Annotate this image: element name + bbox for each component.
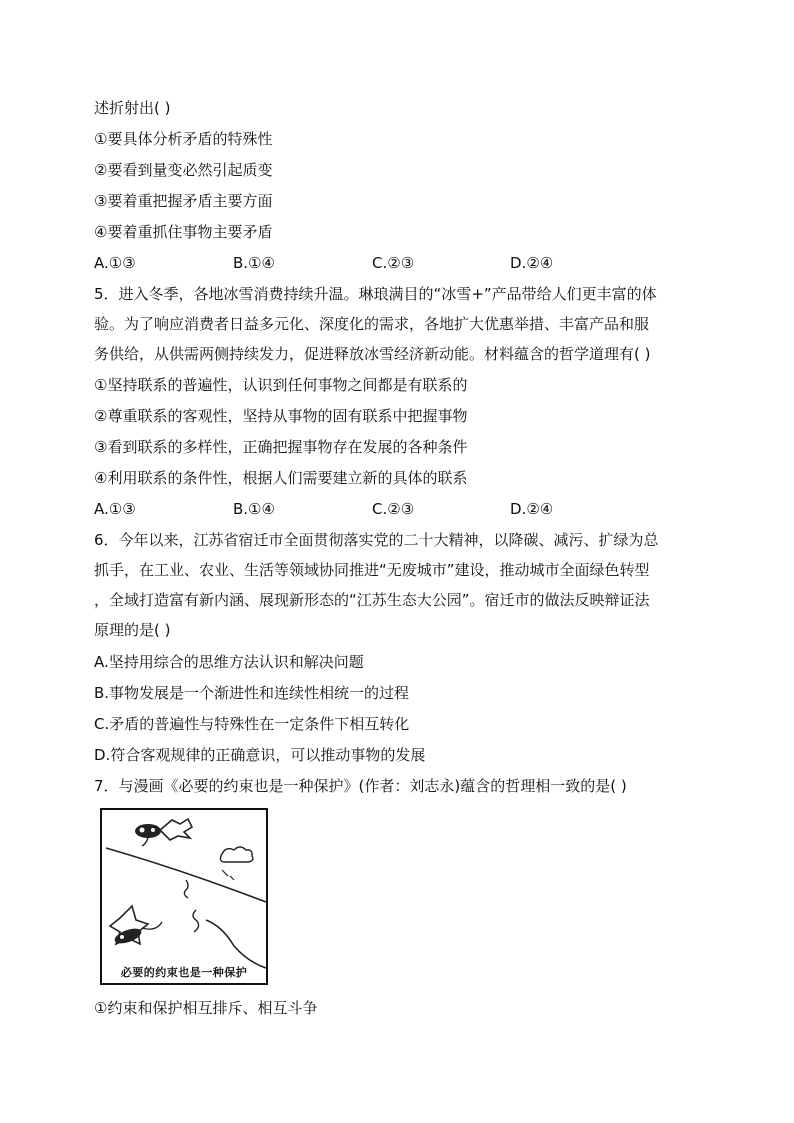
q5-item-2: ②尊重联系的客观性，坚持从事物的固有联系中把握事物 (94, 407, 468, 425)
q4-option-d[interactable]: D.②④ (510, 254, 554, 272)
q5-option-d[interactable]: D.②④ (510, 500, 554, 518)
q4-option-a[interactable]: A.①③ (94, 254, 136, 272)
q4-option-c[interactable]: C.②③ (372, 254, 415, 272)
broken-string (184, 880, 198, 932)
q5-stem-line-1: 5．进入冬季，各地冰雪消费持续升温。琳琅满目的“冰雪+”产品带给人们更丰富的体 (94, 285, 657, 303)
kite-flying-icon (135, 819, 192, 846)
q5-option-c[interactable]: C.②③ (372, 500, 415, 518)
q5-stem-line-3: 务供给，从供需两侧持续发力，促进释放冰雪经济新动能。材料蕴含的哲学道理有( ) (94, 345, 651, 363)
q6-stem-line-4: 原理的是( ) (94, 621, 171, 639)
q6-option-d[interactable]: D.符合客观规律的正确意识，可以推动事物的发展 (94, 746, 426, 764)
kite-string (106, 848, 266, 902)
cartoon-image (100, 808, 268, 985)
q5-item-4: ④利用联系的条件性，根据人们需要建立新的具体的联系 (94, 469, 468, 487)
q4-stem-tail: 述折射出( ) (94, 99, 171, 117)
q5-option-b[interactable]: B.①④ (233, 500, 275, 518)
q7-stem: 7．与漫画《必要的约束也是一种保护》(作者：刘志永)蕴含的哲理相一致的是( ) (94, 777, 627, 795)
q4-option-b[interactable]: B.①④ (233, 254, 275, 272)
q4-item-3: ③要着重把握矛盾主要方面 (94, 192, 273, 210)
q6-stem-line-3: ，全域打造富有新内涵、展现新形态的“江苏生态大公园”。宿迁市的做法反映辩证法 (94, 591, 650, 609)
q6-stem-line-1: 6．今年以来，江苏省宿迁市全面贯彻落实党的二十大精神，以降碳、减污、扩绿为总 (94, 531, 659, 549)
q6-option-c[interactable]: C.矛盾的普遍性与特殊性在一定条件下相互转化 (94, 715, 410, 733)
q5-item-1: ①坚持联系的普遍性，认识到任何事物之间都是有联系的 (94, 376, 468, 394)
q5-options (94, 499, 614, 519)
q7-item-1: ①约束和保护相互排斥、相互斗争 (94, 999, 318, 1017)
q6-option-a[interactable]: A.坚持用综合的思维方法认识和解决问题 (94, 653, 364, 671)
q6-stem-line-2: 抓手，在工业、农业、生活等领域协同推进“无废城市”建设，推动城市全面绿色转型 (94, 561, 650, 579)
q6-option-b[interactable]: B.事物发展是一个渐进性和连续性相统一的过程 (94, 684, 410, 702)
q4-options (94, 253, 614, 273)
q4-item-2: ②要看到量变必然引起质变 (94, 161, 273, 179)
cartoon-drawing (102, 810, 266, 983)
cartoon-caption: 必要的约束也是一种保护 (120, 966, 248, 979)
q5-item-3: ③看到联系的多样性，正确把握事物存在发展的各种条件 (94, 438, 468, 456)
q5-option-a[interactable]: A.①③ (94, 500, 136, 518)
q4-item-4: ④要着重抓住事物主要矛盾 (94, 223, 273, 241)
kite-falling-icon (110, 906, 162, 946)
q4-item-1: ①要具体分析矛盾的特殊性 (94, 130, 273, 148)
cloud-icon (220, 847, 253, 862)
q5-stem-line-2: 验。为了响应消费者日益多元化、深度化的需求，各地扩大优惠举措、丰富产品和服 (94, 315, 650, 333)
